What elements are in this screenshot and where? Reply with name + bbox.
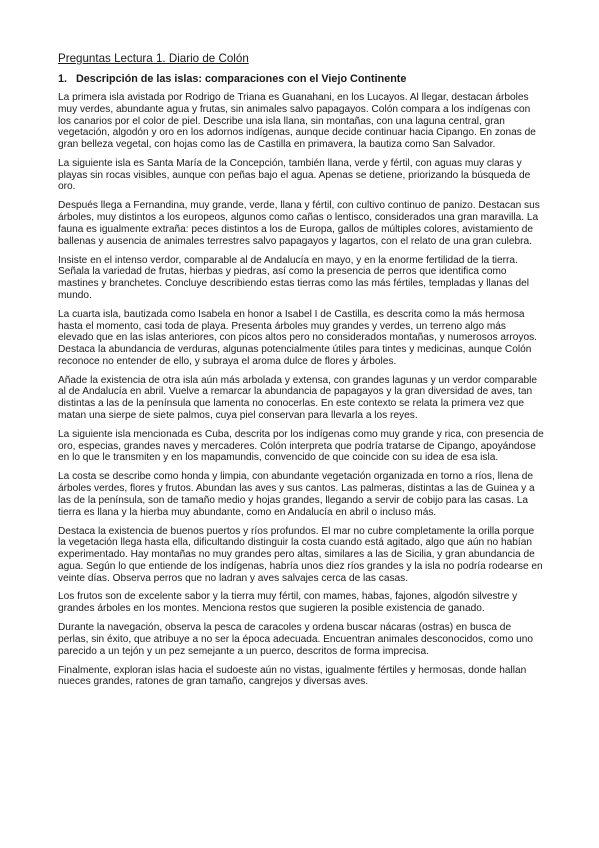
paragraph-guanahani: La primera isla avistada por Rodrigo de Triana es Guanahani, en los Lucayos. Al llegar, destacan árboles muy verdes, abundante agua y frutas, sin animales salvo papagayos. Colón compara a los indígenas con los canarios por el color de piel. Describe una isla llana, sin montañas, con una laguna central, gran vegetación, algodón y oro en los adornos indígenas, aunque decide continuar hacia Cipango. En zonas de gran belleza vegetal, con hojas como las de Castilla en primavera, la bautiza como San Salvador.	[58, 92, 536, 150]
paragraph-navegacion: Durante la navegación, observa la pesca de caracoles y ordena buscar nácaras (ostras) en busca de perlas, sin éxito, que atribuye a no ser la época adecuada. Encuentran animales desconocidos, como uno parecido a un tejón y un pez semejante a un puerco, descritos de forma imprecisa.	[58, 622, 534, 657]
document-page	[58, 52, 544, 695]
paragraph-costa: La costa se describe como honda y limpia, con abundante vegetación organizada en torno a ríos, llena de árboles verdes, flores y frutos. Abundan las aves y sus cantos. Las palmeras, distintas a las de Guinea y a las de la península, son de tamaño medio y hojas grandes, llegando a servir de cobijo para las casas. La tierra es llana y la hierba muy abundante, como en Andalucía en abril o incluso más.	[58, 471, 535, 518]
paragraph-isabela: La cuarta isla, bautizada como Isabela en honor a Isabel I de Castilla, es descrita como la más hermosa hasta el momento, casi toda de playa. Presenta árboles muy grandes y verdes, un terreno algo más elevado que en las islas anteriores, con picos altos pero no considerados montañas, y numerosos arroyos. Destaca la abundancia de verduras, algunas potencialmente útiles para tintes y medicinas, aunque Colón reconoce no entender de ello, y subraya el aroma dulce de flores y árboles.	[58, 308, 537, 367]
section-heading	[58, 73, 544, 86]
paragraph-fernandina: Después llega a Fernandina, muy grande, verde, llana y fértil, con cultivo continuo de panizo. Destacan sus árboles, muy distintos a los europeos, algunos como cañas o lentisco, considerados una gran maravilla. La fauna es igualmente extraña: peces distintos a los de Europa, gallos de múltiples colores, avistamiento de ballenas y ausencia de animales terrestres salvo papagayos y lagartos, con el relato de una gran culebra.	[58, 200, 540, 247]
paragraph-puertos: Destaca la existencia de buenos puertos y ríos profundos. El mar no cubre completamente la orilla porque la vegetación llega hasta ella, dificultando distinguir la costa cuando está agitado, algo que aún no habían experimentado. Hay montañas no muy grandes pero altas, similares a las de Sicilia, y gran abundancia de agua. Según lo que entiende de los indígenas, habría unos diez ríos grandes y la isla no podría rodearse en veinte días. Observa perros que no ladran y aves salvajes cerca de las casas.	[58, 525, 543, 584]
paragraph-otra-isla: Añade la existencia de otra isla aún más arbolada y extensa, con grandes lagunas y un verdor comparable al de Andalucía en abril. Vuelve a remarcar la abundancia de papagayos y la gran diversidad de aves, tan distintas a las de la península que lamenta no conocerlas. En este contexto se relata la primera vez que matan una sierpe de siete palmos, cuya piel conservan para llevarla a los reyes.	[58, 374, 537, 421]
paragraph-santa-maria: La siguiente isla es Santa María de la Concepción, también llana, verde y fértil, con aguas muy claras y playas sin rocas visibles, aunque con peñas bajo el agua. Apenas se detiene, priorizando la búsqueda de oro.	[58, 157, 531, 193]
section-number: 1.	[58, 73, 68, 85]
paragraph-cuba: La siguiente isla mencionada es Cuba, descrita por los indígenas como muy grande y rica, con presencia de oro, especias, grandes naves y mercaderes. Colón interpreta que podría tratarse de Cipango, apoyándose en lo que le transmiten y en los mapamundis, convencido de que coincide con su idea de esa isla.	[58, 428, 544, 464]
paragraph-finalmente: Finalmente, exploran islas hacia el sudoeste aún no vistas, igualmente fértiles y hermosas, donde hallan nueces grandes, ratones de gran tamaño, cangrejos y diversas aves.	[58, 664, 527, 688]
paragraph-frutos: Los frutos son de excelente sabor y la tierra muy fértil, con mames, habas, fajones, algodón silvestre y grandes árboles en los montes. Menciona restos que sugieren la posible existencia de ganado.	[58, 591, 518, 615]
paragraph-verdor: Insiste en el intenso verdor, comparable al de Andalucía en mayo, y en la enorme fertilidad de la tierra. Señala la variedad de frutas, hierbas y piedras, así como la presencia de perros que identifica como mastines y branchetes. Concluye describiendo estas tierras como las más fértiles, templadas y llanas del mundo.	[58, 254, 530, 301]
section-heading-text: Descripción de las islas: comparaciones con el Viejo Continente	[76, 73, 407, 85]
document-title: Preguntas Lectura 1. Diario de Colón	[58, 52, 249, 65]
